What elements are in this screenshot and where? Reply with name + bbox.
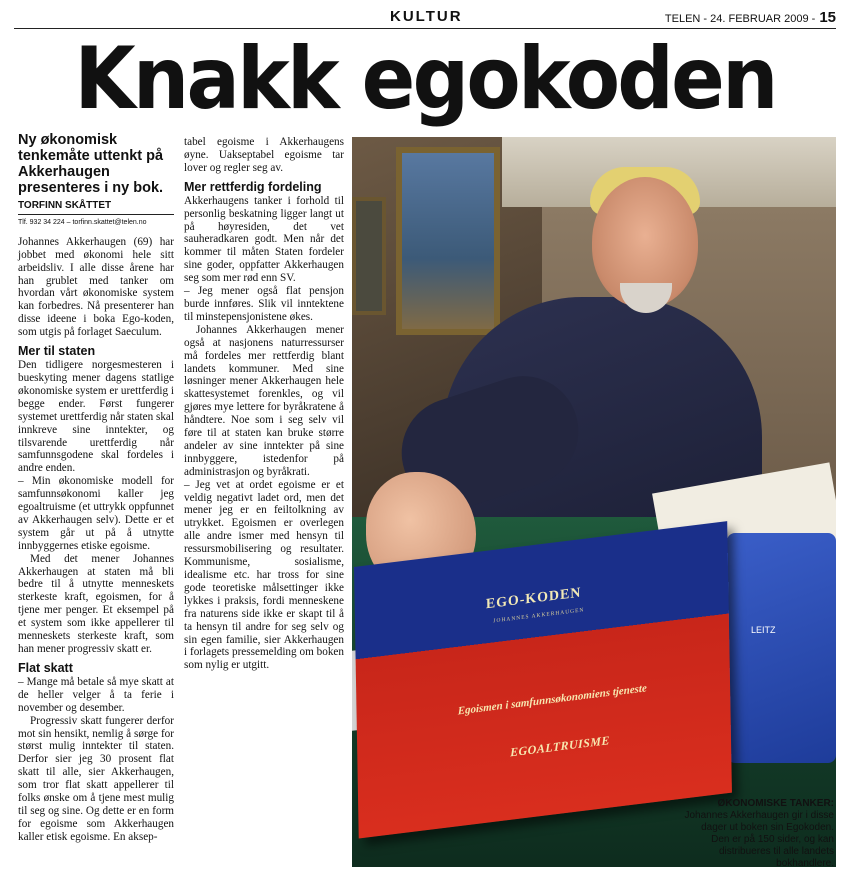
intertitle-flat-skatt: Flat skatt [18, 660, 73, 675]
byline: TORFINN SKÅTTET [18, 200, 174, 215]
deck: Ny økonomisk tenkemåte uttenkt på Akkerhaugen presenteres i ny bok. [18, 132, 164, 196]
photo-painting [396, 147, 500, 335]
article-photo [352, 137, 836, 867]
paragraph: – Min økonomiske modell for samfunnsøkonomi kaller jeg egoaltruisme (et uttrykk oppfunnet av Akkerhaugen selv). Dette er et system går ut på å utnytte innbyggernes etiske egoisme. [18, 475, 174, 552]
photo-caption [684, 798, 834, 870]
intertitle-mer-til-staten: Mer til staten [18, 344, 96, 359]
article-column-1 [18, 132, 174, 844]
caption-label: ØKONOMISKE TANKER: [717, 798, 834, 809]
book-title: EGO-KODEN [485, 585, 582, 613]
page-header [14, 6, 836, 29]
paragraph: Progressiv skatt fungerer derfor mot sin hensikt, nemlig å sørge for størst mulig inntekter til staten. Derfor sier jeg 30 prosent flat skatt til alle, sier Akkerhaugen, som tror flat skatt appellerer til folks ønske om å tjene mest mulig til seg og sine. Og dette er en form for egoisme som Akkerhaugen kaller etisk egoisme. En aksep- [18, 714, 174, 843]
byline-contact: Tlf. 932 34 224 – torfinn.skattet@telen.no [18, 218, 147, 226]
article-column-2 [184, 136, 344, 672]
binder-brand: LEITZ [751, 625, 776, 635]
book-subtitle: Egoismen i samfunnsøkonomiens tjeneste [457, 682, 647, 718]
folio-text: TELEN - 24. FEBRUAR 2009 - [664, 13, 816, 25]
paragraph: Johannes Akkerhaugen mener også at nasjonens naturressurser må fordeles mer rettferdig blant landets kommuner. Med sine løsninger mener Akkerhaugen hele skattesystemet forenkles, og vil gjøres mye lettere for byråkratene å håndtere. Noe som i seg selv vil føre til at staten kan bruke større andeler av sine inntekter på sine innbyggere, istedenfor på administrasjon og byråkrati. [184, 323, 344, 478]
paragraph: tabel egoisme i Akkerhaugens øyne. Uakseptabel egoisme tar lover og regler seg av. [184, 136, 344, 174]
photo-painting-left [352, 197, 386, 315]
page-number: 15 [819, 9, 836, 26]
paragraph: Med det mener Johannes Akkerhaugen at staten må bli bedre til å utnytte menneskets sterkeste kraft, egoismen, for å tjene mer penger. Et eksempel på et system som ikke appellerer til menneskets sterkeste kraft, som han mener progressiv skatt er. [18, 552, 174, 655]
intertitle-mer-rettferdig-fordeling: Mer rettferdig fordeling [184, 179, 322, 194]
book-concept: EGOALTRUISME [510, 733, 611, 760]
folio [665, 9, 836, 26]
photo-binder [727, 533, 836, 763]
paragraph: Den tidligere norgesmesteren i bueskyting mener dagens statlige økonomiske system er urettferdig i begge ender. Først fungerer systemet urettferdig når staten skal innkreve sine inntekter, og tilsvarende urettferdig når samfunnsgodene skal fordeles i andre enden. [18, 359, 174, 475]
caption-text: Johannes Akkerhaugen gir i disse dager ut boken sin Egokoden. Den er på 150 sider, og kan distribueres til alle landets bokhandlere. [684, 810, 834, 869]
paragraph: – Jeg vet at ordet egoisme er et veldig negativt ladet ord, men det mener jeg er en feiltolkning av utrykket. Egoismen er overlegen alle andre ismer med hensyn til ressursmobilisering og resultater. Kommunisme, sosialisme, idealisme etc. har tross for sine gode teoretiske målsettinger ikke lykkes i praksis, fordi menneskene fra naturens side ikke er skapt til å ta hensyn til andre for seg selv og sin egen familie, sier Akkerhaugen i forlagets pressemelding om boken som nylig er utgitt. [184, 478, 344, 672]
paragraph: – Mange må betale så mye skatt at de heller velger å ta ferie i november og desember. [18, 675, 174, 714]
photo-book [354, 521, 732, 838]
headline: Knakk egokoden [74, 29, 776, 129]
section-name: KULTUR [390, 8, 463, 25]
book-author: JOHANNES AKKERHAUGEN [493, 607, 585, 625]
intro-paragraph: Johannes Akkerhaugen (69) har jobbet med økonomi hele sitt arbeidsliv. I alle disse årene har han grublet med tanker om hvordan vårt økonomiske system kan forbedres. Nå presenterer han disse ideene i boka Ego-koden, som utgis på forlaget Saeculum. [18, 235, 174, 339]
paragraph: Akkerhaugens tanker i forhold til personlig beskatning ligger langt ut på høyresiden, det vet sauheradkaren godt. Men når det kommer til måten Staten fordeler sine goder, oppfatter Akkerhaugen seg som mer rød enn SV. [184, 194, 344, 285]
paragraph: – Jeg mener også flat pensjon burde innføres. Slik vil inntektene til minstepensjonistene økes. [184, 285, 344, 323]
